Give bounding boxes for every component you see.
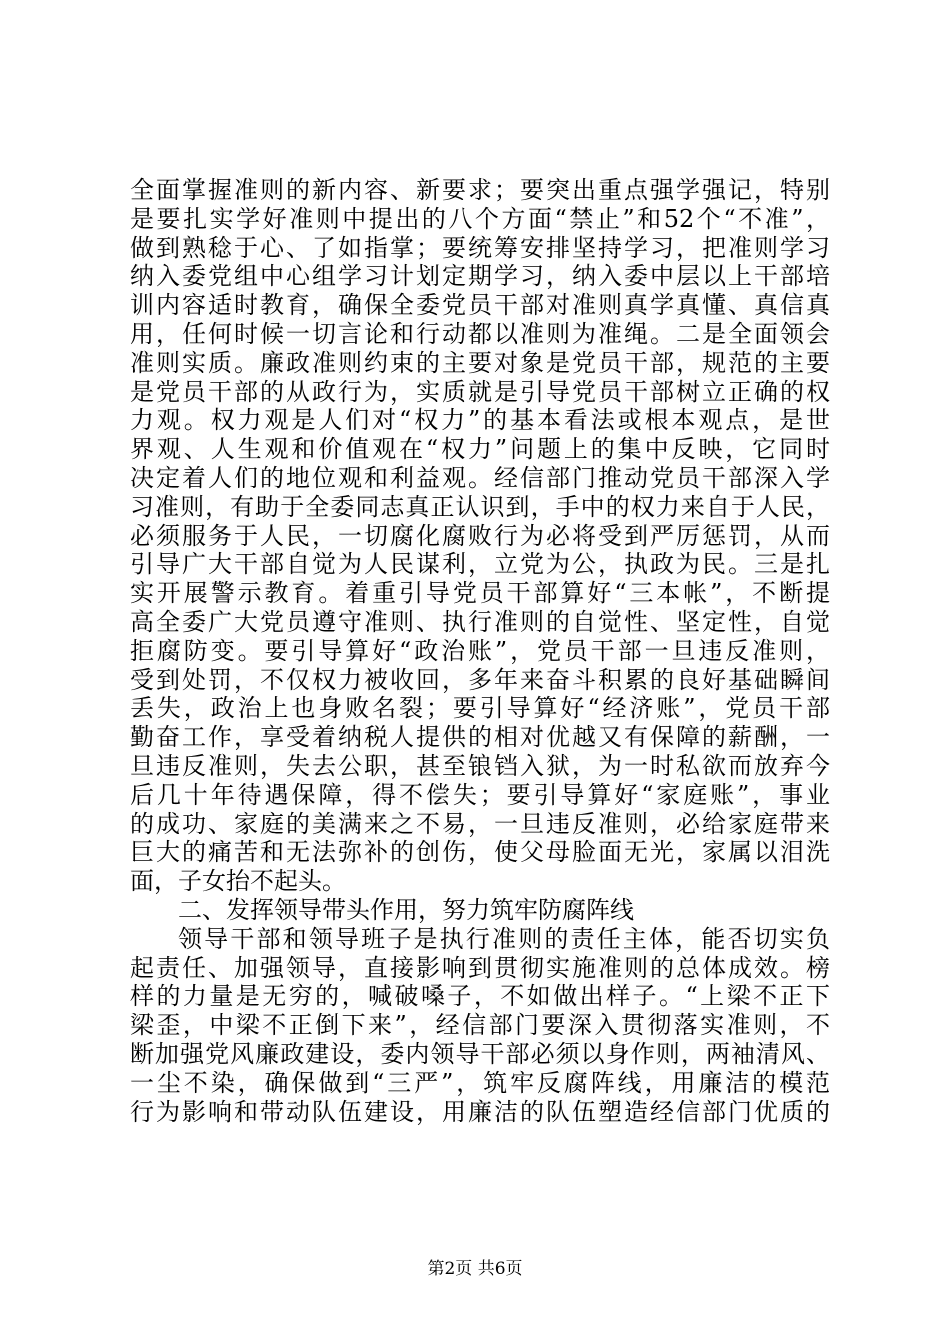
text-line: 用，任何时候一切言论和行动都以准则为准绳。二是全面领会: [130, 319, 830, 348]
text-line: 准则实质。廉政准则约束的主要对象是党员干部，规范的主要: [130, 348, 830, 377]
text-line: 力观。权力观是人们对“权力”的基本看法或根本观点，是世: [130, 406, 830, 435]
text-line: 旦违反准则，失去公职，甚至锒铛入狱，为一时私欲而放弃今: [130, 751, 830, 780]
text-line: 领导干部和领导班子是执行准则的责任主体，能否切实负: [178, 924, 830, 953]
text-line: 行为影响和带动队伍建设，用廉洁的队伍塑造经信部门优质的: [130, 1097, 830, 1126]
text-line: 面，子女抬不起头。: [130, 867, 346, 896]
text-line: 界观、人生观和价值观在“权力”问题上的集中反映，它同时: [130, 435, 830, 464]
text-line: 巨大的痛苦和无法弥补的创伤，使父母脸面无光，家属以泪洗: [130, 838, 830, 867]
text-line: 高全委广大党员遵守准则、执行准则的自觉性、坚定性，自觉: [130, 607, 830, 636]
text-line: 是党员干部的从政行为，实质就是引导党员干部树立正确的权: [130, 377, 830, 406]
text-line: 必须服务于人民，一切腐化腐败行为必将受到严厉惩罚，从而: [130, 521, 830, 550]
text-line: 引导广大干部自觉为人民谋利，立党为公，执政为民。三是扎: [130, 550, 830, 579]
body-text: [130, 176, 830, 1126]
text-line: 做到熟稔于心、了如指掌；要统筹安排坚持学习，把准则学习: [130, 233, 830, 262]
text-line: 样的力量是无穷的，喊破嗓子，不如做出样子。“上梁不正下: [130, 982, 830, 1011]
text-line: 纳入委党组中心组学习计划定期学习，纳入委中层以上干部培: [130, 262, 830, 291]
text-line: 丢失，政治上也身败名裂；要引导算好“经济账”，党员干部: [130, 694, 830, 723]
text-line: 训内容适时教育，确保全委党员干部对准则真学真懂、真信真: [130, 291, 830, 320]
text-line: 的成功、家庭的美满来之不易，一旦违反准则，必给家庭带来: [130, 809, 830, 838]
text-line: 勤奋工作，享受着纳税人提供的相对优越又有保障的薪酬，一: [130, 723, 830, 752]
text-line: 起责任、加强领导，直接影响到贯彻实施准则的总体成效。榜: [130, 953, 830, 982]
text-line: 全面掌握准则的新内容、新要求；要突出重点强学强记，特别: [130, 176, 830, 204]
text-line: 实开展警示教育。着重引导党员干部算好“三本帐”，不断提: [130, 579, 830, 608]
text-line: 是要扎实学好准则中提出的八个方面“禁止”和52个“不准”，: [130, 204, 830, 233]
page-footer: 第2页 共6页: [427, 1259, 523, 1279]
text-line: 习准则，有助于全委同志真正认识到，手中的权力来自于人民，: [130, 492, 830, 521]
text-line: 受到处罚，不仅权力被收回，多年来奋斗积累的良好基础瞬间: [130, 665, 830, 694]
text-line: 断加强党风廉政建设，委内领导干部必须以身作则，两袖清风、: [130, 1039, 830, 1068]
text-line: 后几十年待遇保障，得不偿失；要引导算好“家庭账”，事业: [130, 780, 830, 809]
text-line: 决定着人们的地位观和利益观。经信部门推动党员干部深入学: [130, 463, 830, 492]
text-line: 梁歪，中梁不正倒下来”，经信部门要深入贯彻落实准则，不: [130, 1011, 830, 1040]
text-line: 拒腐防变。要引导算好“政治账”，党员干部一旦违反准则，: [130, 636, 830, 665]
text-line: 一尘不染，确保做到“三严”，筑牢反腐阵线，用廉洁的模范: [130, 1068, 830, 1097]
text-line: 二、发挥领导带头作用，努力筑牢防腐阵线: [178, 895, 634, 924]
